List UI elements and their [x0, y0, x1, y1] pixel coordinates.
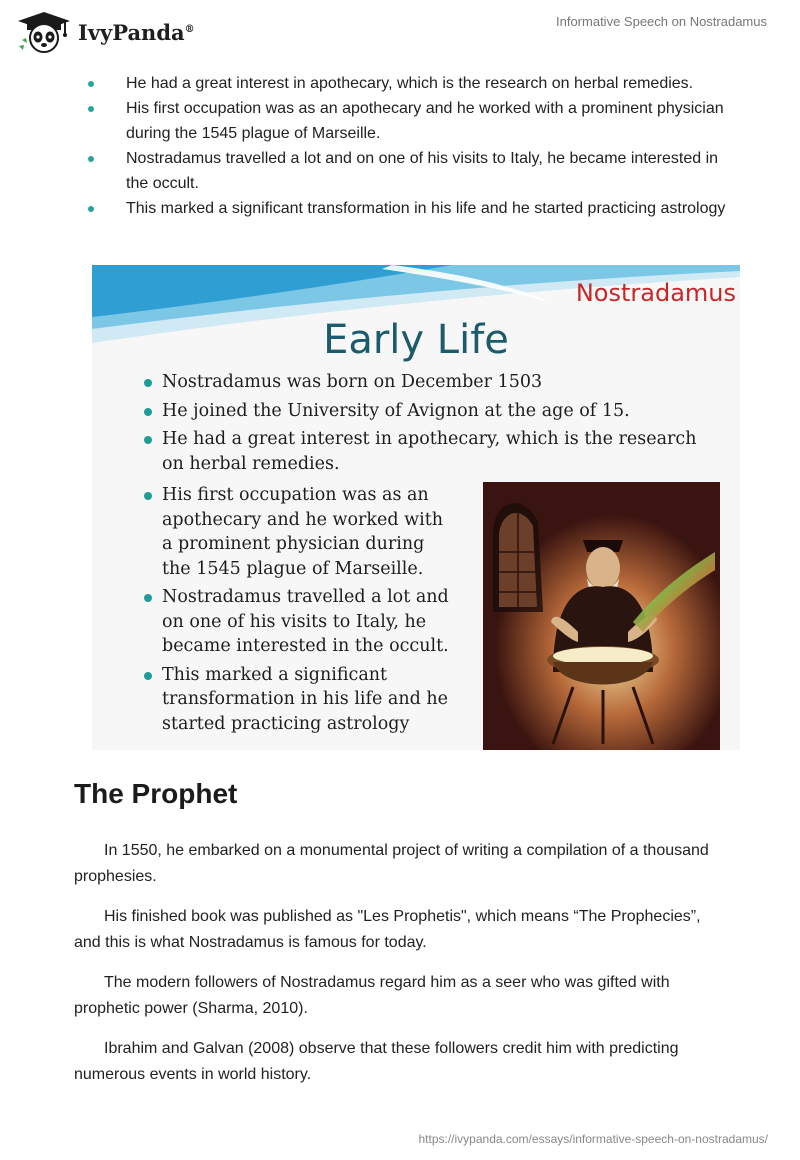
- slide-list-item: He had a great interest in apothecary, which is the research on herbal remedies.: [142, 427, 702, 476]
- intro-bullet-list: [85, 71, 735, 221]
- paragraph: His finished book was published as "Les Prophetis", which means “The Prophecies”, and this is what Nostradamus is famous for today.: [74, 908, 701, 951]
- slide-list-item: Nostradamus was born on December 1503: [142, 370, 702, 395]
- bullet-icon: [144, 436, 152, 444]
- slide-list-item: Nostradamus travelled a lot and on one of his visits to Italy, he became interested in the occult.: [142, 585, 452, 659]
- bullet-icon: [88, 81, 94, 87]
- bullet-icon: [88, 106, 94, 112]
- bullet-icon: [88, 206, 94, 212]
- source-url-link[interactable]: https://ivypanda.com/essays/informative-speech-on-nostradamus/: [418, 1132, 768, 1146]
- nostradamus-painting: [483, 482, 720, 750]
- list-item: This marked a significant transformation in his life and he started practicing astrology: [85, 196, 735, 221]
- section-heading: The Prophet: [74, 778, 238, 809]
- ivypanda-logo[interactable]: [16, 10, 195, 54]
- paragraph: In 1550, he embarked on a monumental project of writing a compilation of a thousand prophesies.: [74, 842, 709, 885]
- bullet-icon: [144, 379, 152, 387]
- paragraph: Ibrahim and Galvan (2008) observe that these followers credit him with predicting numerous events in world history.: [74, 1040, 679, 1083]
- slide-list-item: His first occupation was as an apothecary and he worked with a prominent physician during the 1545 plague of Marseille.: [142, 483, 452, 581]
- slide-top-list: [142, 370, 702, 480]
- bullet-icon: [144, 492, 152, 500]
- slide-brand: Nostradamus: [575, 279, 736, 307]
- list-item: Nostradamus travelled a lot and on one of his visits to Italy, he became interested in the occult.: [85, 146, 735, 196]
- panda-logo-icon: [16, 10, 72, 54]
- slide-lower-list: [142, 483, 452, 740]
- bullet-icon: [144, 672, 152, 680]
- slide-heading: Early Life: [323, 317, 509, 363]
- page-header: [0, 0, 800, 62]
- list-item: His first occupation was as an apothecary and he worked with a prominent physician during the 1545 plague of Marseille.: [85, 96, 735, 146]
- brand-name: IvyPanda®: [78, 19, 195, 45]
- bullet-icon: [144, 408, 152, 416]
- presentation-slide-image: [92, 265, 740, 750]
- slide-list-item: He joined the University of Avignon at the age of 15.: [142, 399, 702, 424]
- bullet-icon: [88, 156, 94, 162]
- paragraph: The modern followers of Nostradamus regard him as a seer who was gifted with prophetic power (Sharma, 2010).: [74, 974, 670, 1017]
- document-title: Informative Speech on Nostradamus: [556, 14, 767, 29]
- bullet-icon: [144, 594, 152, 602]
- list-item: He had a great interest in apothecary, which is the research on herbal remedies.: [85, 71, 735, 96]
- slide-list-item: This marked a significant transformation in his life and he started practicing astrology: [142, 663, 452, 737]
